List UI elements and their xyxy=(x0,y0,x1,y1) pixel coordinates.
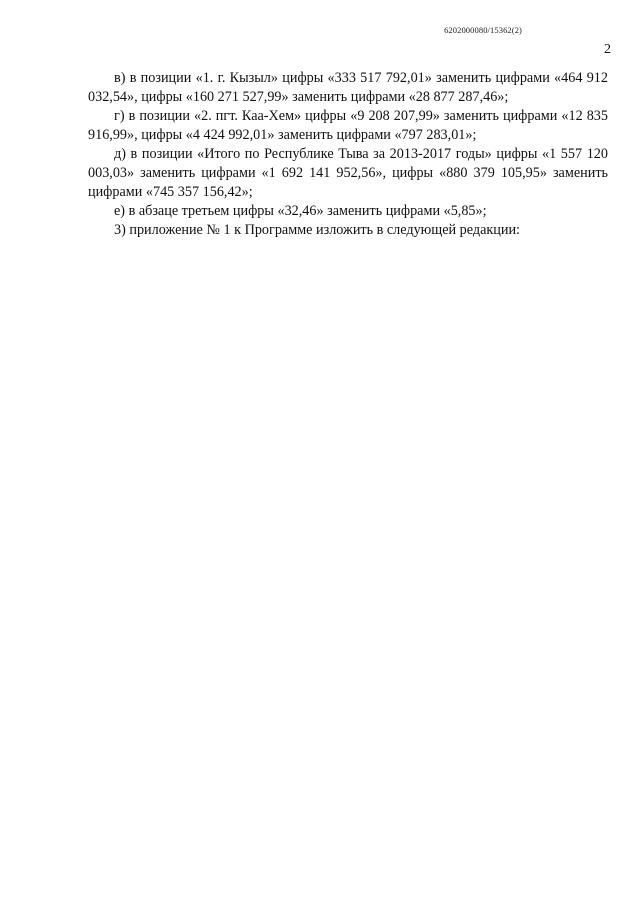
page-number: 2 xyxy=(604,42,611,57)
document-body xyxy=(88,69,608,240)
paragraph-item-e: е) в абзаце третьем цифры «32,46» заменить цифрами «5,85»; xyxy=(114,203,487,219)
document-code: 6202000080/15362(2) xyxy=(444,25,522,35)
paragraph-item-g: г) в позиции «2. пгт. Каа-Хем» цифры «9 208 207,99» заменить цифрами «12 835 916,99», цифры «4 424 992,01» заменить цифрами «797 283,01»; xyxy=(88,108,608,143)
paragraph-item-3: 3) приложение № 1 к Программе изложить в следующей редакции: xyxy=(114,222,520,238)
paragraph-item-d: д) в позиции «Итого по Республике Тыва за 2013-2017 годы» цифры «1 557 120 003,03» заменить цифрами «1 692 141 952,56», цифры «880 379 105,95» заменить цифрами «745 357 156,42»; xyxy=(88,146,608,200)
paragraph-item-v: в) в позиции «1. г. Кызыл» цифры «333 517 792,01» заменить цифрами «464 912 032,54», цифры «160 271 527,99» заменить цифрами «28 877 287,46»; xyxy=(88,70,608,105)
